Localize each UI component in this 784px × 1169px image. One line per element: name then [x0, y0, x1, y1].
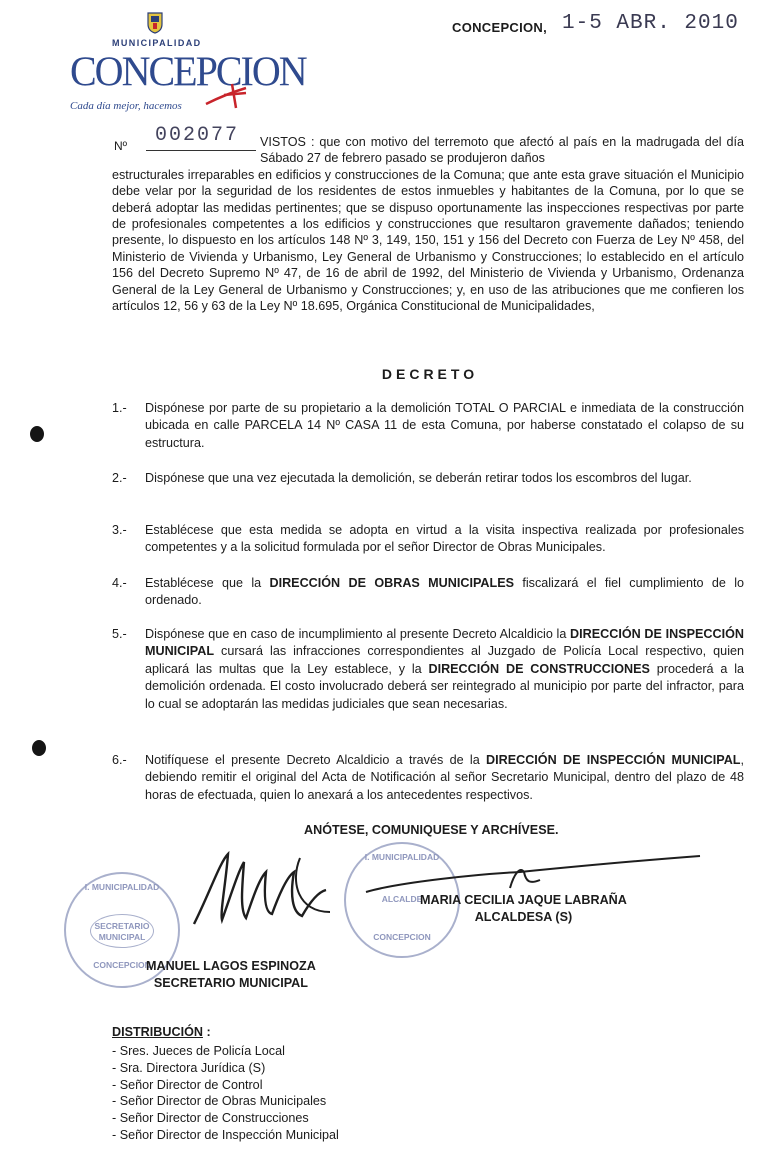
decree-number: 002077	[155, 124, 240, 147]
item-text	[145, 575, 744, 610]
seal-bottom-text: CONCEPCION	[373, 932, 431, 942]
decree-number-label: Nº	[114, 139, 128, 153]
secretary-title: SECRETARIO MUNICIPAL	[153, 976, 308, 990]
secretary-name: MANUEL LAGOS ESPINOZA	[146, 959, 316, 973]
logo-swoosh-icon	[204, 80, 248, 110]
item-text	[145, 626, 744, 713]
distribution-item: - Sres. Jueces de Policía Local	[112, 1044, 285, 1058]
seal-ring-text: I. MUNICIPALIDAD	[84, 882, 160, 892]
distribution-item: - Señor Director de Obras Municipales	[112, 1094, 327, 1109]
seal-center-text-2: MUNICIPAL	[98, 932, 146, 942]
item-text-bold: DIRECCIÓN DE OBRAS MUNICIPALES	[269, 576, 515, 590]
item-text	[145, 522, 744, 557]
vistos-first-line: VISTOS : que con motivo del terremoto que afectó al país en la madrugada del día Sábado 27 de febrero pasado se produjeron daños	[260, 135, 744, 166]
distribution-item: - Señor Director de Inspección Municipal	[112, 1127, 339, 1142]
item-text-bold: DIRECCIÓN DE INSPECCIÓN MUNICIPAL	[486, 753, 741, 767]
binder-hole	[32, 740, 46, 756]
item-number: 3.-	[112, 523, 127, 537]
closing-formula: ANÓTESE, COMUNIQUESE Y ARCHÍVESE.	[304, 823, 559, 837]
mayor-title: ALCALDESA (S)	[474, 910, 573, 924]
item-text-segment: Notifíquese el presente Decreto Alcaldicio a través de la	[145, 753, 487, 767]
item-text-segment: Dispónese que en caso de incumplimiento al presente Decreto Alcaldicio la	[145, 627, 571, 641]
item-number: 1.-	[112, 401, 127, 415]
item-number: 2.-	[112, 471, 127, 485]
distribution-title	[112, 1025, 211, 1039]
item-number: 6.-	[112, 753, 127, 767]
item-number: 5.-	[112, 627, 127, 641]
item-text-bold: DIRECCIÓN DE CONSTRUCCIONES	[428, 661, 650, 676]
decree-item-1	[112, 400, 744, 452]
distribution-item: - Sra. Directora Jurídica (S)	[112, 1060, 266, 1075]
item-number: 4.-	[112, 576, 127, 590]
item-text-segment: Dispónese por parte de su propietario a la demolición TOTAL O PARCIAL e inmediata de la construcción ubicada en calle PARCELA 14 Nº CASA 11 de esta Comuna, por haberse constatado el colapso de su estructura.	[145, 401, 744, 450]
logo-wordmark: CONCEPCION	[70, 47, 306, 96]
logo-municipalidad: MUNICIPALIDAD	[112, 38, 202, 48]
date-stamp: 1-5 ABR. 2010	[562, 12, 739, 35]
seal-bottom-text: CONCEPCION	[93, 960, 151, 970]
seal-center-text: ALCALDE	[381, 894, 423, 904]
decree-item-5	[112, 626, 744, 713]
place-label: CONCEPCION,	[452, 20, 548, 35]
seal-ring-text: I. MUNICIPALIDAD	[364, 852, 440, 862]
mayor-signature-block	[420, 892, 627, 926]
decree-item-6	[112, 752, 744, 804]
item-text-segment: Establécese que la	[145, 576, 270, 590]
secretary-signature-block	[146, 958, 316, 992]
binder-hole	[30, 426, 44, 442]
item-text	[145, 752, 744, 804]
decree-item-2	[112, 470, 744, 487]
item-text	[145, 470, 744, 487]
item-text	[145, 400, 744, 452]
distribution-title-suffix: :	[202, 1025, 211, 1039]
distribution-item: - Señor Director de Control	[112, 1077, 263, 1092]
seal-center-text-1: SECRETARIO	[94, 921, 150, 931]
mayor-name: MARIA CECILIA JAQUE LABRAÑA	[420, 893, 627, 907]
logo-tagline: Cada día mejor, hacemos	[70, 100, 182, 112]
vistos-paragraph	[112, 134, 744, 314]
item-text-segment: cursará las infracciones correspondientes al Juzgado de Policía Local respectivo, quien aplicará las multas que la Ley establece, y la	[145, 644, 744, 676]
vistos-body: estructurales irreparables en edificios y construcciones de la Comuna; que ante esta grave situación el Municipio debe velar por la seguridad de los residentes de estos inmuebles y habitantes de la Comuna, por lo que se deberá adoptar las medidas pertinentes; que se dispuso oportunamente las inspecciones respectivas por parte de profesionales competentes a los edificios y construcciones que resultaron gravemente dañados; teniendo presente, lo dispuesto en los artículos 148 Nº 3, 149, 150, 151 y 156 del Decreto con Fuerza de Ley Nº 458, del Ministerio de Vivienda y Urbanismo, Ley General de Urbanismo y Construcciones; lo establecido en el artículo 156 del Decreto Supremo Nº 47, de 16 de abril de 1992, del Ministerio de Vivienda y Urbanismo, Ordenanza General de la Ley General de Urbanismo y Construcciones; y, en uso de las atribuciones que me confieren los artículos 12, 56 y 63 de la Ley Nº 18.695, Orgánica Constitucional de Municipalidades,	[112, 167, 744, 314]
decree-item-3	[112, 522, 744, 557]
distribution-item: - Señor Director de Construcciones	[112, 1111, 309, 1126]
municipality-logo	[68, 12, 306, 122]
item-text-segment: procederá a la demolición ordenada. El costo involucrado deberá ser reintegrado al municipio por parte del infractor, para lo cual se adoptarán las medidas judiciales que sean necesarias.	[145, 661, 744, 711]
coat-of-arms-icon	[146, 12, 164, 34]
item-text-segment: Dispónese que una vez ejecutada la demolición, se deberán retirar todos los escombros del lugar.	[145, 471, 692, 485]
decree-heading: DECRETO	[381, 366, 479, 382]
item-text-bold: DIRECCIÓN DE INSPECCIÓN MUNICIPAL	[145, 627, 744, 659]
distribution-list	[112, 1043, 339, 1144]
item-text-segment: fiscalizará el fiel cumplimiento de lo ordenado.	[145, 576, 745, 608]
item-text-segment: , debiendo remitir el original del Acta de Notificación al señor Secretario Municipal, dentro del plazo de 48 horas de efectuada, quien lo anexará a los antecedentes respectivos.	[145, 753, 745, 802]
distribution-title-text: DISTRIBUCIÓN	[112, 1025, 203, 1039]
item-text-segment: Establécese que esta medida se adopta en virtud a la visita inspectiva realizada por profesionales competentes y a la solicitud formulada por el señor Director de Obras Municipales.	[145, 523, 744, 555]
decree-item-4	[112, 575, 744, 610]
